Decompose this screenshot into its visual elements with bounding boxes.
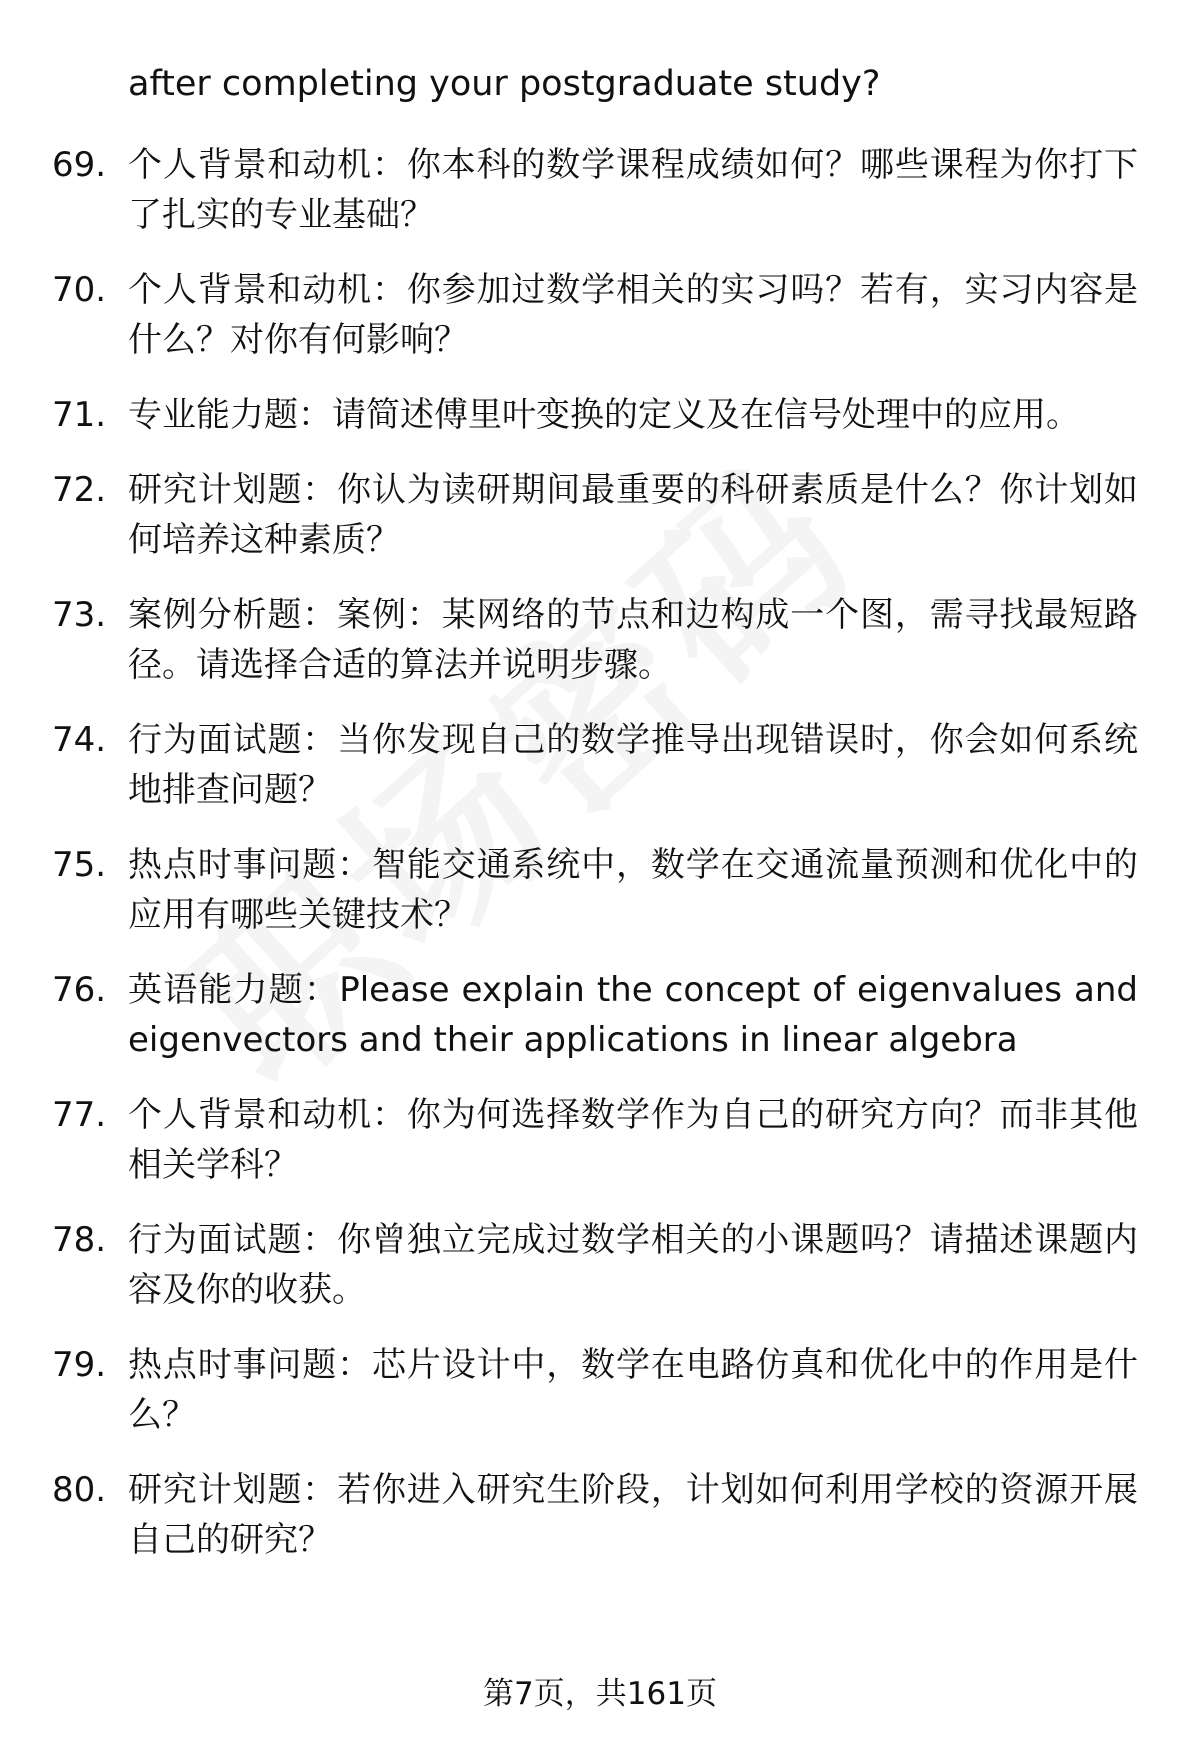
question-text: 研究计划题：若你进入研究生阶段，计划如何利用学校的资源开展自己的研究？ (128, 1470, 1138, 1560)
question-item (0, 840, 1200, 940)
question-text: 专业能力题：请简述傅里叶变换的定义及在信号处理中的应用。 (128, 395, 1080, 435)
question-text: 研究计划题：你认为读研期间最重要的科研素质是什么？你计划如何培养这种素质？ (128, 470, 1138, 560)
question-text: 个人背景和动机：你为何选择数学作为自己的研究方向？而非其他相关学科？ (128, 1095, 1138, 1185)
question-number: 79. (52, 1345, 107, 1385)
question-text: 个人背景和动机：你参加过数学相关的实习吗？若有，实习内容是什么？对你有何影响？ (128, 270, 1138, 360)
question-number: 71. (52, 395, 107, 435)
question-number: 80. (52, 1470, 107, 1510)
question-text: 行为面试题：当你发现自己的数学推导出现错误时，你会如何系统地排查问题？ (128, 720, 1138, 810)
question-text: 个人背景和动机：你本科的数学课程成绩如何？哪些课程为你打下了扎实的专业基础？ (128, 145, 1138, 235)
question-text: 热点时事问题：芯片设计中，数学在电路仿真和优化中的作用是什么？ (128, 1345, 1138, 1435)
question-text: 热点时事问题：智能交通系统中，数学在交通流量预测和优化中的应用有哪些关键技术？ (128, 845, 1138, 935)
question-number: 78. (52, 1220, 107, 1260)
question-number: 70. (52, 270, 107, 310)
question-text: 行为面试题：你曾独立完成过数学相关的小课题吗？请描述课题内容及你的收获。 (128, 1220, 1138, 1310)
question-number: 72. (52, 470, 107, 510)
question-item (0, 465, 1200, 565)
question-text: 英语能力题：Please explain the concept of eigenvalues and eigenvectors and their applications in linear algebra (128, 970, 1138, 1060)
question-item (0, 390, 1200, 440)
question-number: 76. (52, 970, 107, 1010)
continued-question-text: after completing your postgraduate study? (128, 64, 881, 104)
question-item (0, 965, 1200, 1065)
question-item (0, 1090, 1200, 1190)
question-item (0, 1465, 1200, 1565)
question-item (0, 715, 1200, 815)
question-item (0, 1340, 1200, 1440)
question-list (0, 140, 1200, 1590)
question-number: 74. (52, 720, 107, 760)
question-text: 案例分析题：案例：某网络的节点和边构成一个图，需寻找最短路径。请选择合适的算法并说明步骤。 (128, 595, 1138, 685)
question-item (0, 1215, 1200, 1315)
question-number: 77. (52, 1095, 107, 1135)
question-item (0, 140, 1200, 240)
page-footer: 第7页，共161页 (483, 1676, 717, 1712)
question-number: 75. (52, 845, 107, 885)
question-number: 69. (52, 145, 107, 185)
question-item (0, 265, 1200, 365)
question-number: 73. (52, 595, 107, 635)
question-item (0, 590, 1200, 690)
